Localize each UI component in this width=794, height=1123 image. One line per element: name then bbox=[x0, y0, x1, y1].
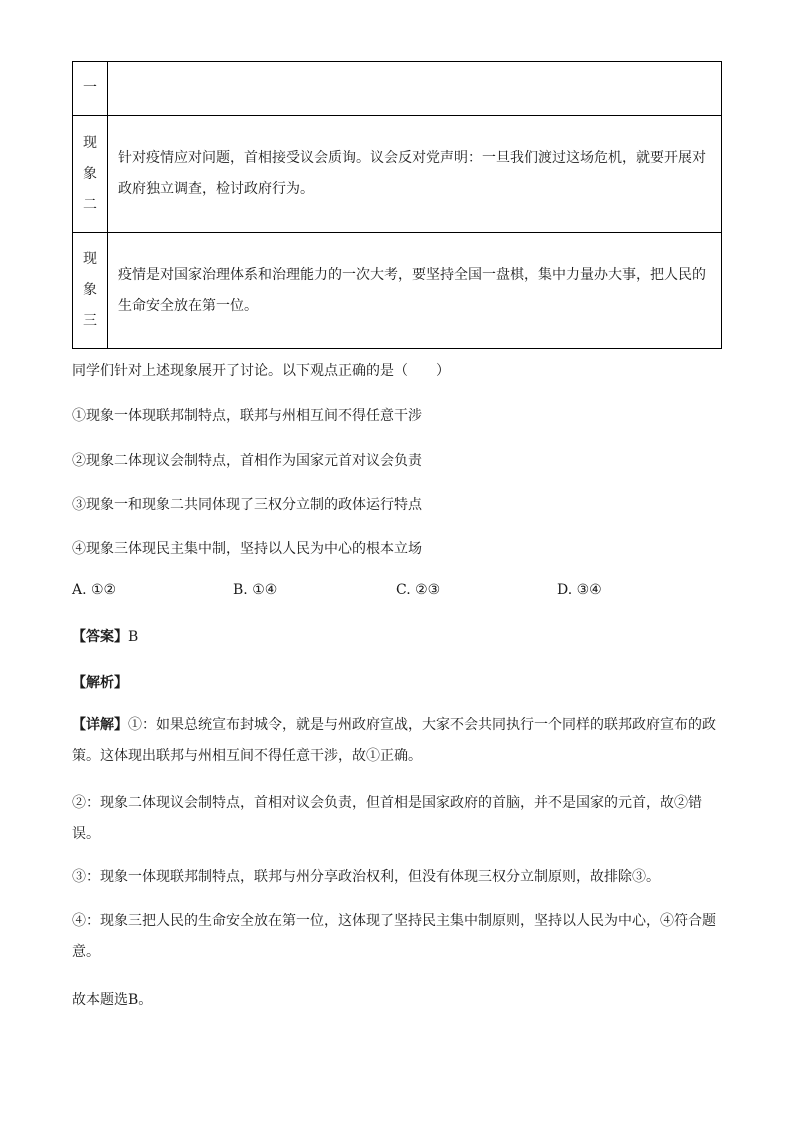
option-b: B. ①④ bbox=[233, 582, 278, 598]
detail-paragraph-4: ④：现象三把人民的生命安全放在第一位，这体现了坚持民主集中制原则，坚持以人民为中心，④符合题意。 bbox=[72, 913, 716, 960]
row-head bbox=[73, 116, 108, 233]
row-head: 一 bbox=[73, 62, 108, 116]
conclusion-text: 故本题选B。 bbox=[72, 992, 153, 1008]
detail-text-1: ①：如果总统宣布封城令，就是与州政府宣战，大家不会共同执行一个同样的联邦政府宣布的政策。这体现出联邦与州相互间不得任意干涉，故①正确。 bbox=[72, 717, 716, 764]
statement-3: ③现象一和现象二共同体现了三权分立制的政体运行特点 bbox=[72, 497, 422, 513]
answer-label: 【答案】 bbox=[72, 629, 128, 645]
row-body: 疫情是对国家治理体系和治理能力的一次大考，要坚持全国一盘棋，集中力量办大事，把人民的生命安全放在第一位。 bbox=[108, 233, 722, 349]
table-row bbox=[73, 233, 722, 349]
detail-label: 【详解】 bbox=[72, 717, 128, 733]
statement-2: ②现象二体现议会制特点，首相作为国家元首对议会负责 bbox=[72, 453, 422, 469]
phenomena-table bbox=[72, 61, 722, 349]
option-a: A. ①② bbox=[72, 582, 117, 598]
row-head-text: 现象二 bbox=[83, 134, 97, 213]
row-body bbox=[108, 62, 722, 116]
table-row bbox=[73, 62, 722, 116]
row-head-text: 现象三 bbox=[83, 251, 97, 329]
row-body: 针对疫情应对问题，首相接受议会质询。议会反对党声明：一旦我们渡过这场危机，就要开展对政府独立调查，检讨政府行为。 bbox=[108, 116, 722, 233]
option-d: D. ③④ bbox=[557, 582, 602, 598]
detail-paragraph-3: ③：现象一体现联邦制特点，联邦与州分享政治权利，但没有体现三权分立制原则，故排除③。 bbox=[72, 869, 660, 885]
option-c: C. ②③ bbox=[396, 582, 441, 598]
answer-line bbox=[72, 626, 138, 646]
question-text: 同学们针对上述现象展开了讨论。以下观点正确的是（ ） bbox=[72, 363, 450, 379]
analysis-label: 【解析】 bbox=[72, 675, 128, 691]
statement-1: ①现象一体现联邦制特点，联邦与州相互间不得任意干涉 bbox=[72, 408, 422, 424]
detail-paragraph-2: ②：现象二体现议会制特点，首相对议会负责，但首相是国家政府的首脑，并不是国家的元首，故②错误。 bbox=[72, 795, 702, 842]
table-row bbox=[73, 116, 722, 233]
answer-value: B bbox=[128, 629, 139, 645]
statement-4: ④现象三体现民主集中制，坚持以人民为中心的根本立场 bbox=[72, 541, 422, 557]
row-head bbox=[73, 233, 108, 349]
detail-paragraph-1 bbox=[72, 710, 724, 772]
